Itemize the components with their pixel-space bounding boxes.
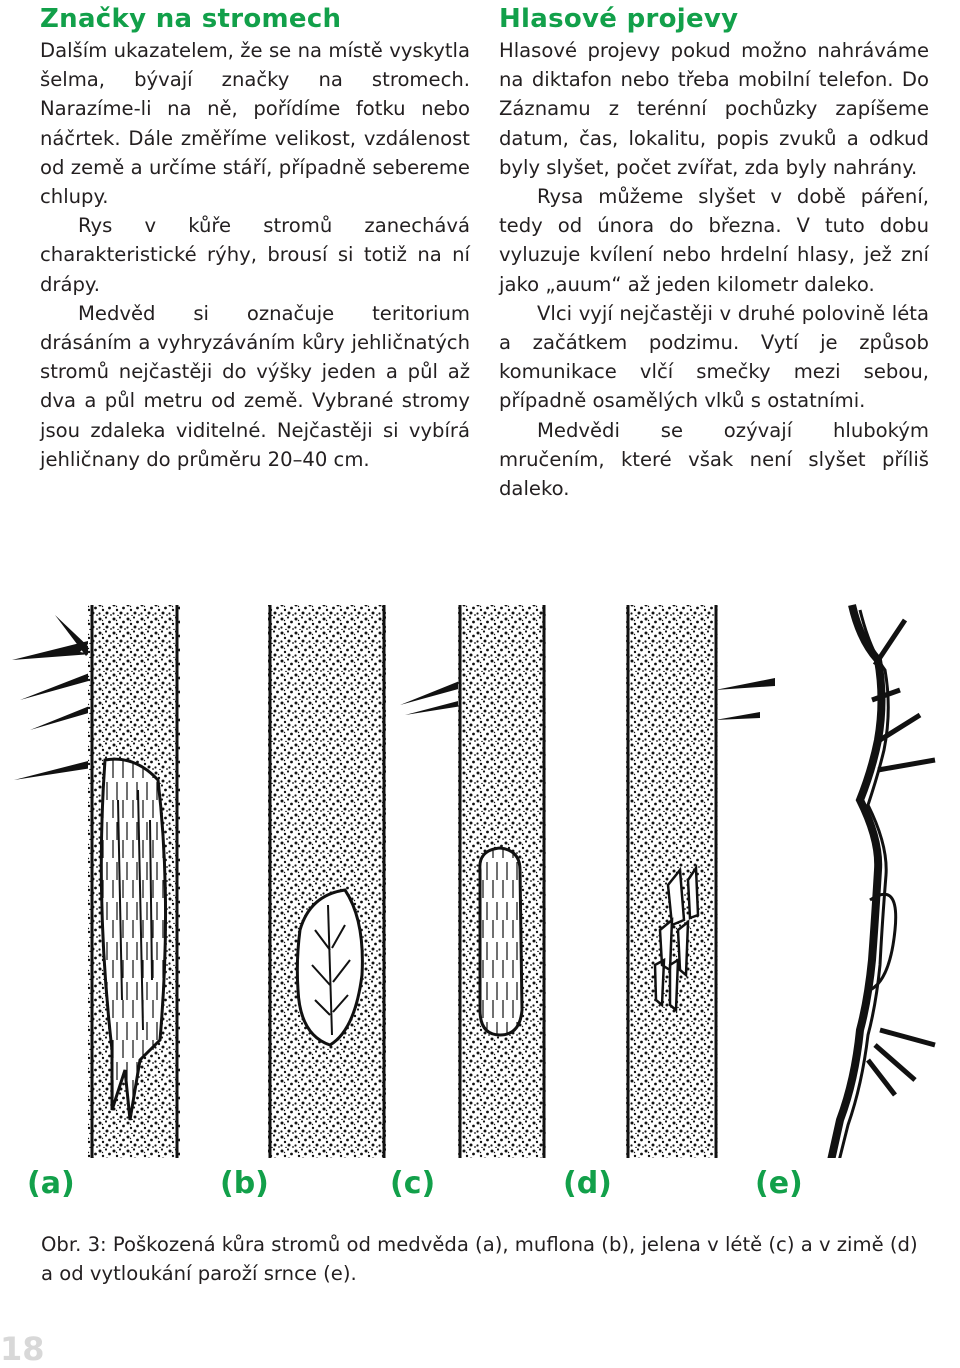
right-column (499, 0, 929, 503)
page-number: 18 (0, 1330, 45, 1368)
paragraph-recording: Hlasové projevy pokud možno nahráváme na diktafon nebo třeba mobilní telefon. Do Záznamu z terénní pochůzky zapíšeme datum, čas, lokalitu, popis zvuků a odkud byly slyšet, počet zvířat, zda byly nahrány. (499, 39, 929, 179)
paragraph-bear-marks: Medvěd si označuje teritorium drásáním a vyhryzáváním kůry jehličnatých stromů nejčastěji do výšky jeden a půl až dva a půl metru od země. Vybrané stromy jsou zdaleka viditelné. Nejčastěji si vybírá jehličnany do průměru 20–40 cm. (40, 301, 470, 471)
figure-label-e: (e) (755, 1166, 803, 1201)
tree-a-bear-damage (12, 605, 180, 1158)
tree-c-deer-summer-damage (400, 605, 546, 1158)
left-column (40, 0, 470, 474)
figure-label-a: (a) (27, 1166, 75, 1201)
figure-label-b: (b) (220, 1166, 269, 1201)
tree-e-roe-deer-rubbing (830, 605, 935, 1158)
paragraph-bear-sounds: Medvědi se ozývají hlubokým mručením, které však není slyšet příliš daleko. (499, 418, 929, 501)
heading-tree-marks: Značky na stromech (40, 4, 342, 34)
heading-vocalizations: Hlasové projevy (499, 4, 739, 34)
tree-d-deer-winter-damage (626, 605, 775, 1158)
paragraph-tree-marks-intro: Dalším ukazatelem, že se na místě vyskytla šelma, bývají značky na stromech. Narazíme-li na ně, pořídíme fotku nebo náčrtek. Dále změříme velikost, vzdálenost od země a určíme stáří, případně sebereme chlupy. (40, 39, 470, 209)
figure-label-c: (c) (390, 1166, 436, 1201)
figure-caption: Obr. 3: Poškozená kůra stromů od medvěda (a), muflona (b), jelena v létě (c) a v zimě (d) a od vytloukání paroží srnce (e). (41, 1233, 918, 1285)
paragraph-wolf-howl: Vlci vyjí nejčastěji v druhé polovině léta a začátkem podzimu. Vytí je způsob komunikace vlčí smečky mezi sebou, případně osamělých vlků s ostatními. (499, 301, 929, 413)
paragraph-lynx-sounds: Rysa můžeme slyšet v době páření, tedy od února do března. V tuto dobu vyluzuje kvílení nebo hrdelní hlasy, jež zní jako „auum“ až jeden kilometr daleko. (499, 185, 929, 296)
paragraph-lynx-marks: Rys v kůře stromů zanechává charakteristické rýhy, brousí si totiž na ní drápy. (40, 214, 470, 296)
tree-bark-illustrations (0, 598, 960, 1158)
figure-label-d: (d) (563, 1166, 612, 1201)
tree-b-mouflon-damage (268, 605, 386, 1158)
